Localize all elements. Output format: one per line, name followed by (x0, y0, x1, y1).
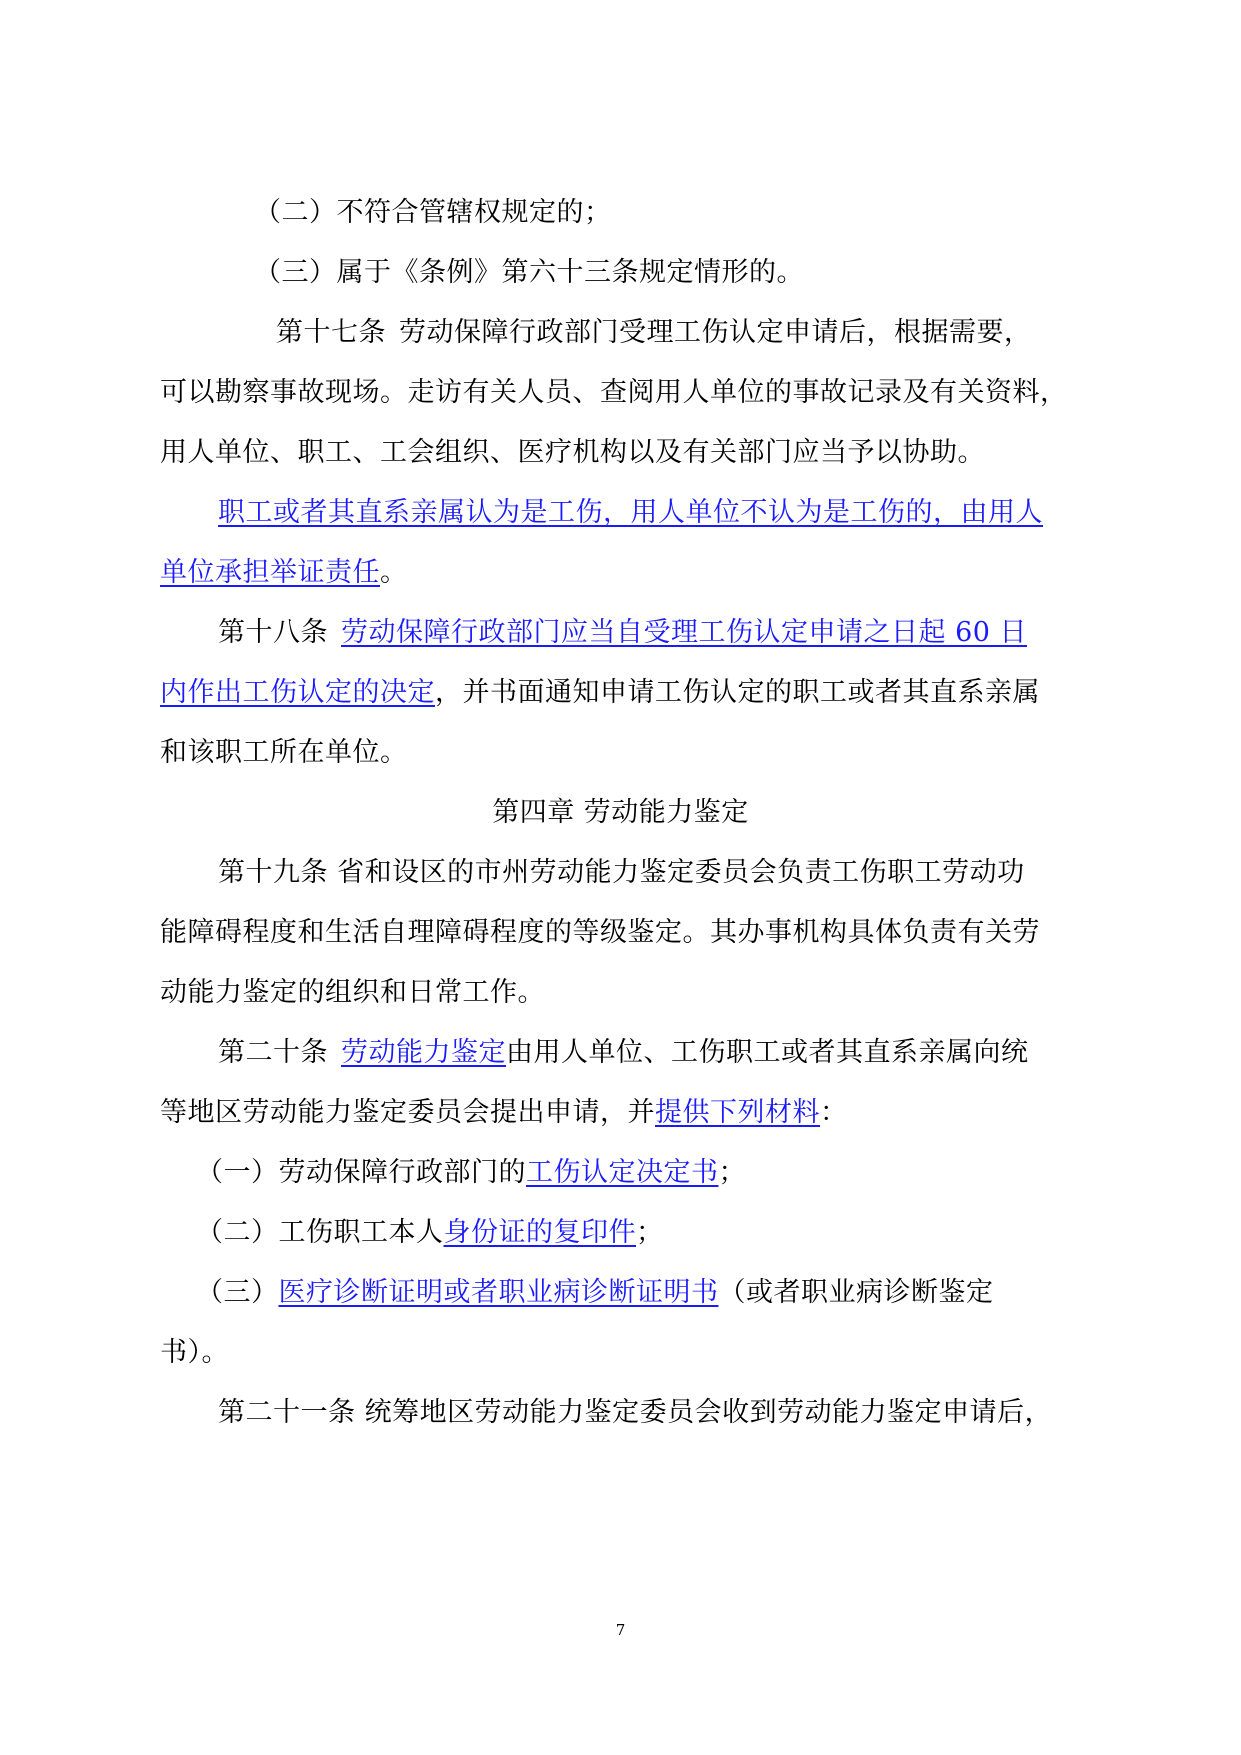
article-17-line-1 (0, 316, 1241, 350)
paragraph-line: （二）不符合管辖权规定的； (254, 197, 612, 228)
article-label: 第十七条 (276, 317, 386, 348)
paragraph-line: 能障碍程度和生活自理障碍程度的等级鉴定。其办事机构具体负责有关劳 (160, 917, 1040, 948)
paragraph-text: （三） (196, 1277, 279, 1308)
chapter-heading: 第四章 劳动能力鉴定 (492, 797, 749, 828)
injury-decision-link[interactable]: 工伤认定决定书 (526, 1157, 719, 1188)
article-20-line-1 (0, 1036, 1241, 1070)
list-item (0, 1156, 1241, 1190)
article-label: 第十八条 (218, 617, 328, 648)
burden-of-proof-link-cont[interactable]: 单位承担举证责任 (160, 557, 380, 588)
paragraph-text: 等地区劳动能力鉴定委员会提出申请，并 (160, 1097, 655, 1128)
article-label: 第二十条 (218, 1037, 328, 1068)
paragraph-line: 第二十一条 统筹地区劳动能力鉴定委员会收到劳动能力鉴定申请后， (218, 1397, 1053, 1428)
article-18-line-1 (0, 616, 1241, 650)
paragraph-line (0, 676, 1241, 710)
paragraph-line: 动能力鉴定的组织和日常工作。 (160, 977, 545, 1008)
paragraph-text: （一）劳动保障行政部门的 (196, 1157, 526, 1188)
medical-certificate-link[interactable]: 医疗诊断证明或者职业病诊断证明书 (278, 1277, 719, 1308)
page-number: 7 (615, 1621, 626, 1639)
required-materials-link[interactable]: 提供下列材料 (655, 1097, 820, 1128)
paragraph-line: 可以勘察事故现场。走访有关人员、查阅用人单位的事故记录及有关资料， (160, 377, 1068, 408)
paragraph-text: ； (718, 1157, 746, 1188)
burden-of-proof-link[interactable]: 职工或者其直系亲属认为是工伤，用人单位不认为是工伤的，由用人 (218, 497, 1043, 528)
sixty-day-deadline-link[interactable]: 劳动保障行政部门应当自受理工伤认定申请之日起 60 日 (341, 617, 1028, 648)
paragraph-text: （二）工伤职工本人 (196, 1217, 444, 1248)
paragraph-line: 书）。 (160, 1337, 229, 1368)
paragraph-line (0, 1096, 1241, 1130)
paragraph-line: 和该职工所在单位。 (160, 737, 408, 768)
labor-ability-appraisal-link[interactable]: 劳动能力鉴定 (341, 1037, 506, 1068)
sixty-day-deadline-link-cont[interactable]: 内作出工伤认定的决定 (160, 677, 435, 708)
paragraph-line: 用人单位、职工、工会组织、医疗机构以及有关部门应当予以协助。 (160, 437, 985, 468)
paragraph-text: 。 (380, 557, 408, 588)
list-item (0, 1276, 1241, 1310)
paragraph-line: （三）属于《条例》第六十三条规定情形的。 (254, 257, 804, 288)
paragraph-text: ，并书面通知申请工伤认定的职工或者其直系亲属 (435, 677, 1040, 708)
paragraph-text: ； (636, 1217, 664, 1248)
paragraph-line (0, 496, 1241, 530)
paragraph-text: （或者职业病诊断鉴定 (718, 1277, 994, 1308)
list-item (0, 1216, 1241, 1250)
paragraph-text: 由用人单位、工伤职工或者其直系亲属向统 (506, 1037, 1029, 1068)
paragraph-line (0, 556, 1241, 590)
paragraph-text: 劳动保障行政部门受理工伤认定申请后，根据需要， (399, 317, 1032, 348)
id-copy-link[interactable]: 身份证的复印件 (443, 1217, 636, 1248)
paragraph-text: ： (820, 1097, 848, 1128)
paragraph-line: 第十九条 省和设区的市州劳动能力鉴定委员会负责工伤职工劳动功 (218, 857, 1025, 888)
